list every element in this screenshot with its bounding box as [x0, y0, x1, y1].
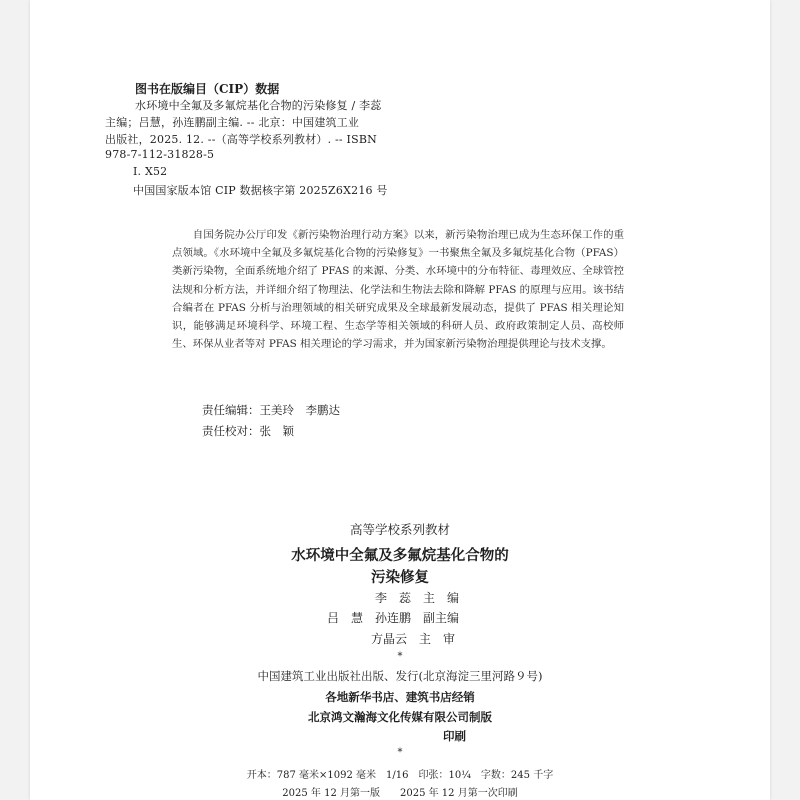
cip-heading: 图书在版编目（CIP）数据: [135, 82, 280, 96]
chief-reviewer: 方晶云 主 审: [371, 632, 456, 646]
responsible-editor: 责任编辑：王美玲 李鹏达: [202, 403, 340, 417]
edition-info: 2025 年 12 月第一版 2025 年 12 月第一次印刷: [282, 788, 518, 799]
cip-classification: Ⅰ. X52: [133, 165, 168, 178]
cip-line-3: 出版社，2025. 12. --（高等学校系列教材）. -- ISBN: [105, 133, 377, 146]
cip-line-1: 水环境中全氟及多氟烷基化合物的污染修复 / 李蕊: [135, 99, 382, 112]
book-title-line-1: 水环境中全氟及多氟烷基化合物的: [291, 548, 509, 564]
cip-number: 中国国家版本馆 CIP 数据核字第 2025Z6X216 号: [133, 184, 388, 197]
format-specs: 开本：787 毫米×1092 毫米 1/16 印张：10¼ 字数：245 千字: [246, 770, 554, 781]
separator-star-2: *: [397, 747, 403, 758]
responsible-proofreader: 责任校对：张 颖: [202, 424, 294, 438]
copyright-page: [30, 0, 770, 800]
cip-line-2: 主编；吕慧，孙连鹏副主编. -- 北京：中国建筑工业: [105, 116, 360, 129]
printer-line: 印刷: [443, 729, 466, 743]
deputy-editors: 吕 慧 孙连鹏 副主编: [327, 611, 460, 625]
distributor-line: 各地新华书店、建筑书店经销: [325, 690, 475, 704]
publisher-line: 中国建筑工业出版社出版、发行(北京海淀三里河路９号): [257, 669, 543, 683]
typesetter-line: 北京鸿文瀚海文化传媒有限公司制版: [308, 710, 492, 724]
book-introduction: 自国务院办公厅印发《新污染物治理行动方案》以来，新污染物治理已成为生态环保工作的重点领域。《水环境中全氟及多氟烷基化合物的污染修复》一书聚焦全氟及多氟烷基化合物（PFAS）类新污染物，全面系统地介绍了 PFAS 的来源、分类、水环境中的分布特征、毒理效应、全球管控法规和分析方法，并详细介绍了物理法、化学法和生物法去除和降解 PFAS 的原理与应用。该书结合编者在 PFAS 分析与治理领域的相关研究成果及全球最新发展动态，提供了 PFAS 相关理论知识，能够满足环境科学、环境工程、生态学等相关领域的科研人员、政府政策制定人员、高校师生、环保从业者等对 PFAS 相关理论的学习需求，并为国家新污染物治理提供理论与技术支撑。: [172, 229, 624, 351]
series-name: 高等学校系列教材: [349, 522, 450, 537]
cip-line-4: 978-7-112-31828-5: [105, 148, 215, 161]
chief-editor: 李 蕊 主 编: [375, 591, 460, 605]
separator-star-1: *: [397, 651, 403, 662]
book-title-line-2: 污染修复: [371, 570, 429, 586]
